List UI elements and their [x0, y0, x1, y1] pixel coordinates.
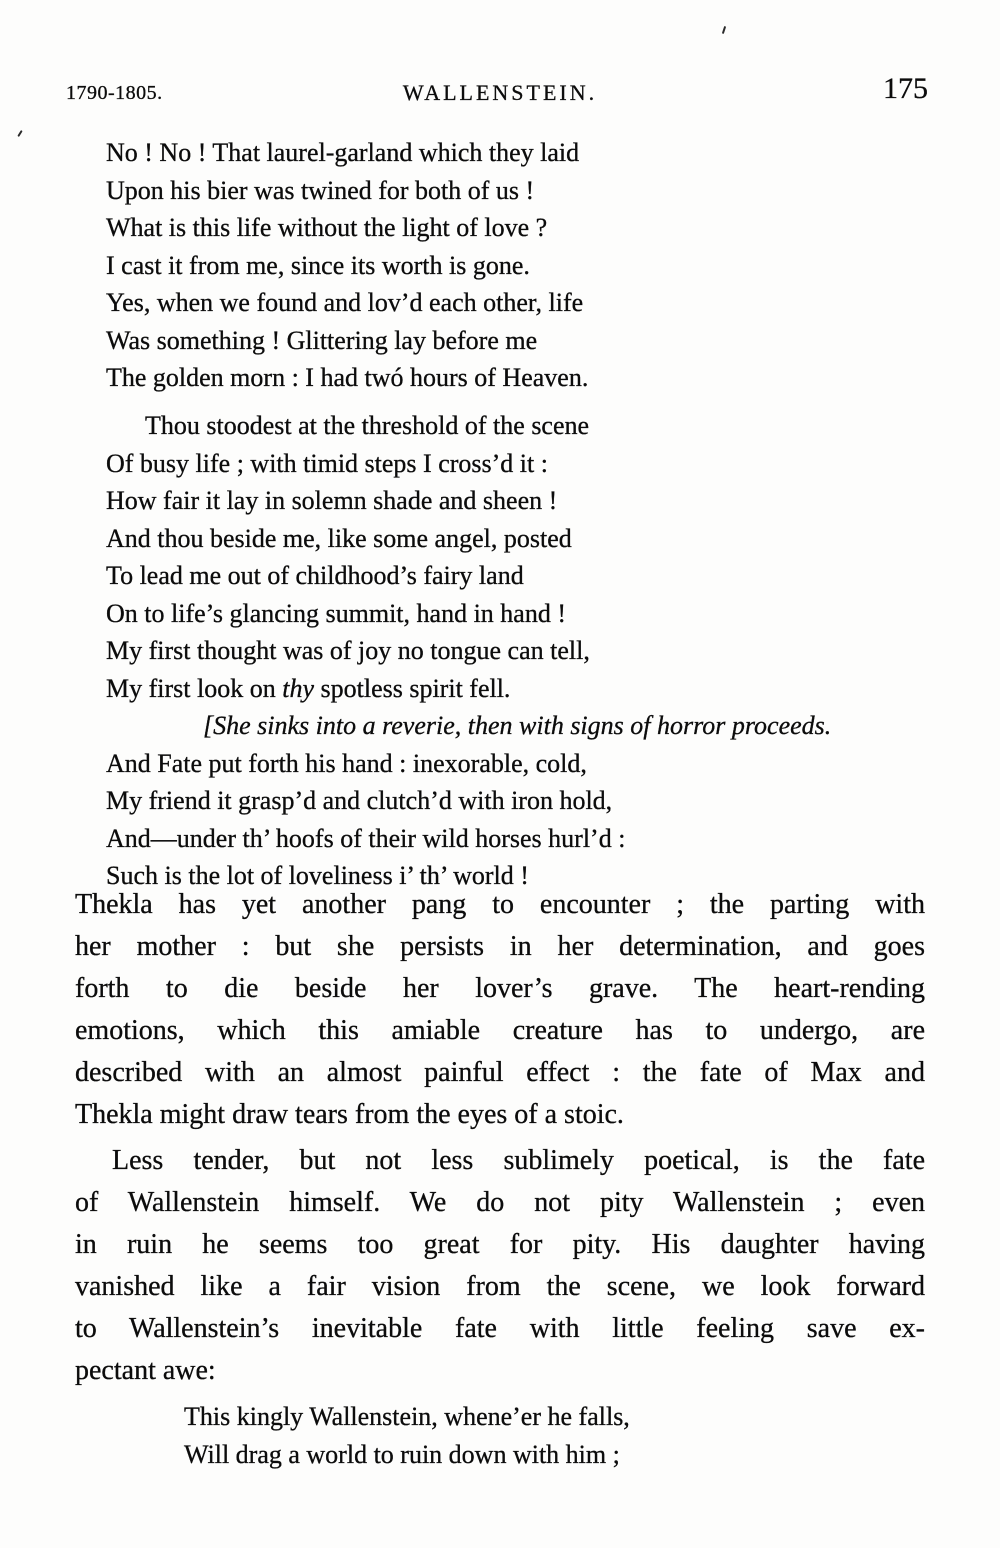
verse-line — [106, 782, 831, 820]
verse-text: Upon his bier was twined for both of us ! — [106, 175, 535, 205]
verse-line — [106, 595, 831, 633]
verse-text: How fair it lay in solemn shade and sheen ! — [106, 486, 558, 515]
prose-line: vanished like a fair vision from the scene, we look forward — [75, 1271, 925, 1302]
verse-text: Thou stoodest at the threshold of the scene — [145, 411, 590, 440]
verse-line — [106, 247, 588, 285]
verse-line — [106, 209, 588, 247]
prose-line: described with an almost painful effect : the fate of Max and — [75, 1057, 925, 1088]
verse-stanza-1 — [106, 134, 588, 397]
scan-speck — [722, 26, 726, 34]
verse-line — [106, 632, 831, 670]
verse-text: spotless spirit fell. — [314, 673, 511, 703]
verse-text: No ! No ! That laurel-garland which they laid — [106, 138, 580, 167]
verse-text: I cast it from me, since its worth is gone. — [106, 250, 530, 280]
emphasized-word: thy — [282, 673, 314, 703]
header-title: WALLENSTEIN. — [402, 80, 598, 105]
verse-text: My first thought was of joy no tongue can tell, — [106, 636, 590, 665]
verse-text: The golden morn : I had twó hours of Heaven. — [106, 363, 589, 392]
verse-line — [106, 134, 588, 172]
prose-line: forth to die beside her lover’s grave. The heart-rending — [75, 973, 925, 1004]
verse-text: Of busy life ; with timid steps I cross’d it : — [106, 448, 548, 478]
verse-stanza-2-group — [106, 407, 831, 895]
verse-text: And—under th’ hoofs of their wild horses hurl’d : — [106, 823, 626, 853]
closing-couplet — [184, 1398, 630, 1473]
verse-line — [106, 445, 831, 483]
prose-line: to Wallenstein’s inevitable fate with little feeling save ex- — [75, 1313, 925, 1344]
prose-line: Less tender, but not less sublimely poetical, is the fate — [112, 1145, 925, 1176]
verse-text: On to life’s glancing summit, hand in hand ! — [106, 598, 566, 628]
verse-stanza-2 — [106, 407, 831, 707]
verse-line — [106, 745, 831, 783]
verse-line — [184, 1436, 630, 1474]
verse-text: My first look on — [106, 673, 283, 703]
verse-line — [106, 557, 831, 595]
verse-text: Such is the lot of loveliness i’ th’ world ! — [106, 861, 529, 890]
scan-speck — [17, 130, 22, 137]
verse-text: This kingly Wallenstein, whene’er he falls, — [184, 1402, 630, 1431]
verse-text: And thou beside me, like some angel, posted — [106, 523, 572, 553]
prose-line: Thekla has yet another pang to encounter ; the parting with — [75, 889, 925, 920]
header-era: 1790-1805. — [66, 82, 163, 104]
verse-line — [106, 482, 831, 520]
verse-text: My friend it grasp’d and clutch’d with iron hold, — [106, 786, 613, 815]
verse-line — [106, 322, 588, 360]
prose-line: Thekla might draw tears from the eyes of a stoic. — [75, 1099, 624, 1130]
verse-line — [106, 670, 831, 708]
prose-paragraph-1 — [75, 884, 925, 1136]
running-header — [0, 72, 1000, 106]
verse-stanza-3 — [106, 745, 831, 895]
verse-line — [106, 820, 831, 858]
verse-text: Was something ! Glittering lay before me — [106, 325, 538, 355]
verse-line — [145, 407, 831, 445]
prose-paragraph-2 — [75, 1140, 925, 1392]
verse-line — [184, 1398, 630, 1436]
stage-direction: [She sinks into a reverie, then with signs of horror proceeds. — [203, 711, 832, 740]
verse-text: To lead me out of childhood’s fairy land — [106, 561, 524, 590]
prose-line: her mother : but she persists in her determination, and goes — [75, 931, 925, 962]
verse-text: And Fate put forth his hand : inexorable, cold, — [106, 748, 587, 778]
prose-line: pectant awe: — [75, 1355, 216, 1386]
verse-text: Will drag a world to ruin down with him ; — [184, 1439, 620, 1469]
verse-line — [106, 172, 588, 210]
verse-text: Yes, when we found and lov’d each other, life — [106, 288, 584, 317]
verse-line — [106, 520, 831, 558]
prose-line: of Wallenstein himself. We do not pity Wallenstein ; even — [75, 1187, 925, 1218]
verse-text: What is this life without the light of love ? — [106, 213, 548, 242]
verse-line — [106, 359, 588, 397]
prose-line: in ruin he seems too great for pity. His daughter having — [75, 1229, 925, 1260]
verse-line — [106, 284, 588, 322]
prose-line: emotions, which this amiable creature has to undergo, are — [75, 1015, 925, 1046]
page-number: 175 — [883, 72, 928, 105]
